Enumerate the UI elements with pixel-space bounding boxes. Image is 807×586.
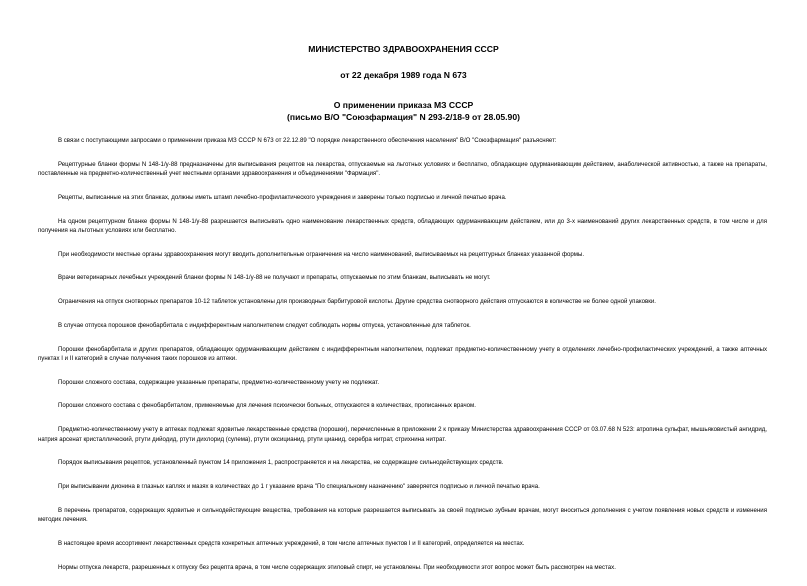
- paragraph: Рецепты, выписанные на этих бланках, должны иметь штамп лечебно-профилактического учреждения и заверены только подписью и личной печатью врача.: [58, 193, 507, 201]
- document-body: [38, 136, 767, 586]
- ministry-heading: МИНИСТЕРСТВО ЗДРАВООХРАНЕНИЯ СССР: [308, 44, 499, 54]
- paragraph: При необходимости местные органы здравоохранения могут вводить дополнительные ограничения на число наименований, выписываемых на рецептурных бланках указанной формы.: [58, 250, 585, 258]
- paragraph: Порошки сложного состава, содержащие указанные препараты, предметно-количественному учету не подлежат.: [58, 378, 380, 386]
- document-title: О применении приказа МЗ СССР: [333, 100, 474, 110]
- paragraph: При выписывании дионина в глазных каплях и мазях в количествах до 1 г указание врача "По специальному назначению" заверяется подписью и личной печатью врача.: [58, 482, 540, 490]
- paragraph: В случае отпуска порошков фенобарбитала с индифферентным наполнителем следует соблюдать нормы отпуска, установленные для таблеток.: [58, 321, 471, 329]
- paragraph: Порошки фенобарбитала и других препаратов, обладающих одурманивающим действием с индифферентным наполнителем, подлежат предметно-количественному учету в отделениях лечебно-профилактических учреждений, а также аптечных пунктах I и II категорий в случае получения таких порошков из аптеки.: [38, 345, 767, 362]
- paragraph: Порядок выписывания рецептов, установленный пунктом 14 приложения 1, распространяется и на лекарства, не содержащие сильнодействующих средств.: [58, 459, 504, 467]
- paragraph: Нормы отпуска лекарств, разрешенных к отпуску без рецепта врача, в том числе содержащих этиловый спирт, не установлены. При необходимости этот вопрос может быть рассмотрен на местах.: [58, 563, 616, 571]
- paragraph: В связи с поступающими запросами о применении приказа МЗ СССР N 673 от 22.12.89 "О порядке лекарственного обеспечения населения" В/О "Союзфармация" разъясняет:: [58, 137, 557, 144]
- paragraph: В настоящее время ассортимент лекарственных средств конкретных аптечных учреждений, в том числе аптечных пунктов I и II категорий, определяется на местах.: [58, 539, 525, 547]
- paragraph: На одном рецептурном бланке формы N 148-1/у-88 разрешается выписывать одно наименование лекарственных средств, обладающих одурманивающим действием, или до 3-х наименований других лекарственных средств, в том числе и для получения на льготных условиях или бесплатно.: [38, 217, 767, 235]
- paragraph: Ограничения на отпуск снотворных препаратов 10-12 таблеток установлены для производных барбитуровой кислоты. Другие средства снотворного действия отпускаются в количестве не более одной упаковки.: [58, 298, 656, 306]
- paragraph: Порошки сложного состава с фенобарбиталом, применяемые для лечения психически больных, отпускаются в количествах, прописанных врачом.: [58, 402, 476, 410]
- document-date: от 22 декабря 1989 года N 673: [340, 70, 467, 80]
- document-subtitle: (письмо В/О "Союзфармация" N 293-2/18-9 от 28.05.90): [287, 112, 520, 122]
- paragraph: Рецептурные бланки формы N 148-1/у-88 предназначены для выписывания рецептов на лекарства, отпускаемые на льготных условиях и бесплатно, обладающие одурманивающим действием, анаболической активностью, а также на препараты, поставленные на предметно-количественный учет местными органами здравоохранения и объединениями "Фармация".: [38, 160, 767, 178]
- paragraph: Врачи ветеринарных лечебных учреждений бланки формы N 148-1/у-88 не получают и препараты, отпускаемые по этим бланкам, выписывать не могут.: [58, 274, 491, 282]
- paragraph: В перечень препаратов, содержащих ядовитые и сильнодействующие вещества, требования на которые разрешается выписывать за своей подписью зубным врачам, могут вноситься дополнения с учетом появления новых средств и изменения методик лечения.: [38, 506, 767, 524]
- paragraph: Предметно-количественному учету в аптеках подлежат ядовитые лекарственные средства (порошки), перечисленные в приложении 2 к приказу Министерства здравоохранения СССР от 03.07.68 N 523: атропина сульфат, мышьяковистый ангидрид, натрия арсенат кристаллический, ртути дийодид, ртути дихлорид (сулема), ртути оксицианид, ртути цианид, серебра нитрат, стрихнина нитрат.: [38, 426, 767, 443]
